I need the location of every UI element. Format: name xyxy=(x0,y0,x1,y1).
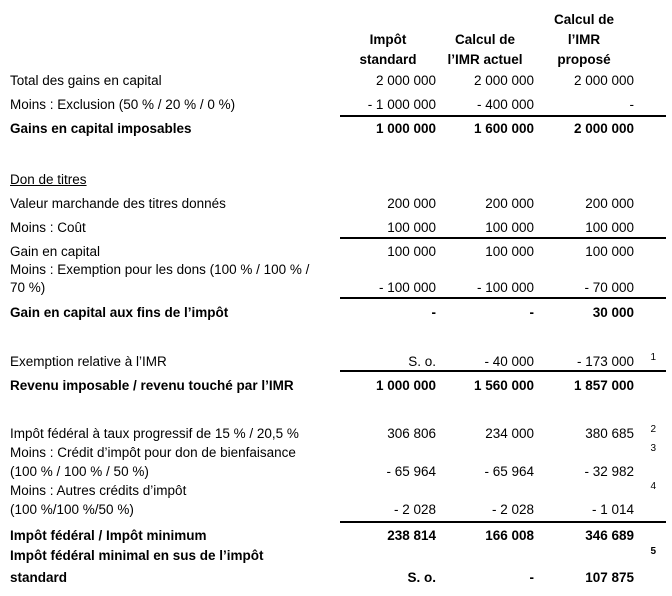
row-label: Gains en capital imposables xyxy=(10,121,192,136)
row-label: (100 %/100 %/50 %) xyxy=(10,502,134,517)
subtotal-rule xyxy=(340,297,666,299)
value-cell: - 400 000 xyxy=(476,97,534,112)
row-label: standard xyxy=(10,570,68,585)
value-cell: 234 000 xyxy=(485,426,534,441)
header-line: l’IMR xyxy=(567,32,601,47)
value-cell: - 65 964 xyxy=(386,464,436,479)
row-label: Revenu imposable / revenu touché par l’IMR xyxy=(10,378,294,393)
value-cell: S. o. xyxy=(407,570,436,585)
subtotal-rule xyxy=(340,237,666,239)
table-row-total xyxy=(10,568,666,587)
column-header-impot-standard xyxy=(340,30,436,70)
value-cell: - 65 964 xyxy=(484,464,534,479)
value-cell: - xyxy=(431,305,436,320)
value-cell: S. o. xyxy=(408,354,436,369)
value-cell: 30 000 xyxy=(592,305,634,320)
column-header-imr-actuel xyxy=(436,30,534,70)
row-label: Gain en capital xyxy=(10,244,101,259)
header-line: Calcul de xyxy=(553,12,615,27)
value-cell: - 2 028 xyxy=(393,502,436,517)
row-label: Gain en capital aux fins de l’impôt xyxy=(10,305,229,320)
header-line: standard xyxy=(359,52,417,67)
value-cell: 100 000 xyxy=(585,244,634,259)
subtotal-rule xyxy=(340,521,666,523)
value-cell: 1 000 000 xyxy=(375,378,436,393)
table-header xyxy=(10,8,666,70)
row-label: Total des gains en capital xyxy=(10,73,162,88)
value-cell: 100 000 xyxy=(485,244,534,259)
row-label: 70 %) xyxy=(10,280,46,295)
table-row xyxy=(10,278,666,297)
table-row xyxy=(10,443,666,462)
value-cell: 306 806 xyxy=(387,426,436,441)
value-cell: 200 000 xyxy=(485,196,534,211)
table-row xyxy=(10,194,666,213)
footnote-ref: 4 xyxy=(650,481,656,492)
row-label: Moins : Exemption pour les dons (100 % / 100 % / xyxy=(10,262,310,277)
row-label: Moins : Crédit d’impôt pour don de bienfaisance xyxy=(10,445,296,460)
table-row xyxy=(10,71,666,90)
header-line: proposé xyxy=(557,52,611,67)
table-row xyxy=(10,95,666,114)
value-cell: 100 000 xyxy=(585,220,634,235)
value-cell: 1 600 000 xyxy=(473,121,534,136)
footnote-ref: 3 xyxy=(650,443,656,454)
value-cell: 1 000 000 xyxy=(375,121,436,136)
table-row xyxy=(10,260,666,279)
row-label: Moins : Coût xyxy=(10,220,86,235)
value-cell: - 100 000 xyxy=(476,280,534,295)
value-cell: 2 000 000 xyxy=(375,73,436,88)
value-cell: - 1 000 000 xyxy=(367,97,436,112)
section-heading-row xyxy=(10,170,666,189)
value-cell: - 2 028 xyxy=(491,502,534,517)
value-cell: 107 875 xyxy=(585,570,634,585)
value-cell: 2 000 000 xyxy=(573,73,634,88)
row-label: Valeur marchande des titres donnés xyxy=(10,196,226,211)
value-cell: - 40 000 xyxy=(484,354,534,369)
value-cell: - xyxy=(529,570,534,585)
row-label: Impôt fédéral / Impôt minimum xyxy=(10,528,207,543)
value-cell: - 70 000 xyxy=(584,280,634,295)
header-line: Impôt xyxy=(369,32,407,47)
table-row-total xyxy=(10,119,666,138)
value-cell: - xyxy=(629,97,634,112)
value-cell: 200 000 xyxy=(387,196,436,211)
table-row xyxy=(10,218,666,237)
value-cell: - 1 014 xyxy=(591,502,634,517)
value-cell: 100 000 xyxy=(485,220,534,235)
value-cell: 238 814 xyxy=(387,528,436,543)
value-cell: - 32 982 xyxy=(584,464,634,479)
value-cell: 100 000 xyxy=(387,244,436,259)
table-row-total xyxy=(10,546,666,565)
header-line: l’IMR actuel xyxy=(447,52,523,67)
value-cell: 200 000 xyxy=(585,196,634,211)
table-row xyxy=(10,242,666,261)
header-line: Calcul de xyxy=(454,32,516,47)
table-row xyxy=(10,481,666,500)
column-header-imr-propose xyxy=(534,10,634,70)
table-row xyxy=(10,424,666,443)
value-cell: 2 000 000 xyxy=(573,121,634,136)
footnote-ref: 5 xyxy=(650,546,656,557)
value-cell: 1 857 000 xyxy=(573,378,634,393)
table-row xyxy=(10,462,666,481)
value-cell: - 173 000 xyxy=(576,354,634,369)
table-row-total xyxy=(10,376,666,395)
value-cell: 166 008 xyxy=(485,528,534,543)
subtotal-rule xyxy=(340,115,666,117)
table-row-total xyxy=(10,303,666,322)
row-label: Impôt fédéral à taux progressif de 15 % / 20,5 % xyxy=(10,426,299,441)
row-label: (100 % / 100 % / 50 %) xyxy=(10,464,149,479)
row-label: Exemption relative à l’IMR xyxy=(10,354,167,369)
footnote-ref: 2 xyxy=(650,424,656,435)
row-label: Impôt fédéral minimal en sus de l’impôt xyxy=(10,548,264,563)
footnote-ref: 1 xyxy=(650,352,656,363)
subtotal-rule xyxy=(340,370,666,372)
row-label: Moins : Autres crédits d’impôt xyxy=(10,483,187,498)
table-row-total xyxy=(10,526,666,545)
value-cell: - xyxy=(529,305,534,320)
table-row xyxy=(10,500,666,519)
table-row xyxy=(10,352,666,371)
section-title: Don de titres xyxy=(10,172,87,187)
value-cell: 380 685 xyxy=(585,426,634,441)
value-cell: 1 560 000 xyxy=(473,378,534,393)
row-label: Moins : Exclusion (50 % / 20 % / 0 %) xyxy=(10,97,236,112)
value-cell: 346 689 xyxy=(585,528,634,543)
value-cell: - 100 000 xyxy=(378,280,436,295)
value-cell: 2 000 000 xyxy=(473,73,534,88)
value-cell: 100 000 xyxy=(387,220,436,235)
